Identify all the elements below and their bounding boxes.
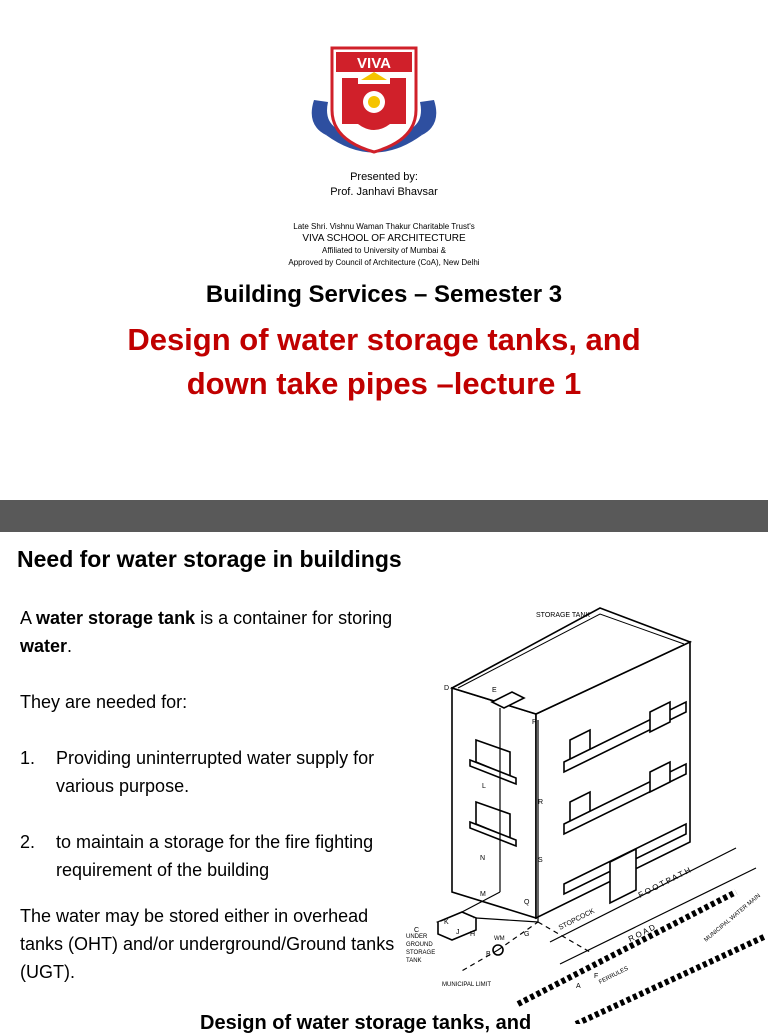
lecture-title-line2: down take pipes –lecture 1 <box>186 366 582 401</box>
ferrules-label: FERRULES <box>598 965 630 986</box>
storage-tank-label: STORAGE TANK <box>536 612 591 619</box>
letter-j: J <box>456 929 460 936</box>
letter-f: F <box>594 973 599 980</box>
stopcock-label: STOPCOCK <box>557 907 596 932</box>
letter-b: B <box>486 951 491 958</box>
term-water: water <box>20 636 68 656</box>
underground-label-2: GROUND <box>406 942 433 948</box>
storage-paragraph: The water may be stored either in overhead tanks (OHT) and/or underground/Ground tanks (UGT). <box>20 906 395 982</box>
lecture-title-line1: Design of water storage tanks, and <box>127 322 641 357</box>
building-water-supply-diagram <box>400 592 768 1024</box>
slide-heading: Need for water storage in buildings <box>17 546 402 572</box>
letter-k: K <box>444 919 449 926</box>
lecture-title <box>0 318 768 406</box>
underground-label-3: STORAGE <box>406 950 436 956</box>
needed-for-text: They are needed for: <box>20 692 188 712</box>
letter-g: G <box>524 931 530 938</box>
viva-crest-logo-icon <box>306 40 442 162</box>
next-slide-title-partial: Design of water storage tanks, and <box>200 1012 532 1034</box>
letter-m: M <box>480 891 486 898</box>
svg-text:VIVA: VIVA <box>357 55 391 72</box>
letter-s: S <box>538 857 543 864</box>
letter-e: E <box>492 687 497 694</box>
course-title: Building Services – Semester 3 <box>205 281 563 308</box>
municipal-main-label: MUNICIPAL WATER MAIN <box>703 893 762 944</box>
letter-l: L <box>482 783 486 790</box>
presenter-block <box>0 170 768 200</box>
school-name: VIVA SCHOOL OF ARCHITECTURE <box>302 233 466 244</box>
letter-q: Q <box>524 899 530 906</box>
underground-label-1: UNDER <box>406 934 428 940</box>
slide-body <box>20 604 410 884</box>
approval-line: Approved by Council of Architecture (CoA), New Delhi <box>288 258 480 267</box>
letter-n: N <box>480 855 486 862</box>
presenter-name: Prof. Janhavi Bhavsar <box>330 186 438 198</box>
term-water-storage-tank: water storage tank <box>36 608 196 628</box>
letter-d: D <box>444 685 450 692</box>
list-item-number: 2. <box>20 832 36 852</box>
affiliation-line: Affiliated to University of Mumbai & <box>322 246 446 255</box>
title-slide <box>0 0 768 500</box>
list-item-text: Providing uninterrupted water supply for various purpose. <box>56 748 375 796</box>
presented-by-label: Presented by: <box>350 171 418 183</box>
intro-paragraph: A water storage tank is a container for storing water. <box>20 608 393 656</box>
wm-label: WM <box>494 936 505 942</box>
slide-divider <box>0 500 768 532</box>
letter-c: C <box>414 927 420 934</box>
list-item-number: 1. <box>20 748 36 768</box>
content-slide <box>0 532 768 1034</box>
letter-h: H <box>470 931 476 938</box>
foot-path-label: F O O T P A T H <box>636 865 693 900</box>
letter-p: P <box>532 719 537 726</box>
underground-label-4: TANK <box>406 958 422 964</box>
road-label: R O A D <box>626 922 657 944</box>
letter-a: A <box>576 983 581 990</box>
municipal-limit-label: MUNICIPAL LIMIT <box>442 982 492 988</box>
trust-line: Late Shri. Vishnu Waman Thakur Charitable Trust's <box>293 222 475 231</box>
list-item <box>20 828 410 884</box>
list-item <box>20 744 410 800</box>
list-item-text: to maintain a storage for the fire fighting requirement of the building <box>56 832 374 880</box>
letter-r: R <box>538 799 544 806</box>
institution-block <box>0 221 768 269</box>
